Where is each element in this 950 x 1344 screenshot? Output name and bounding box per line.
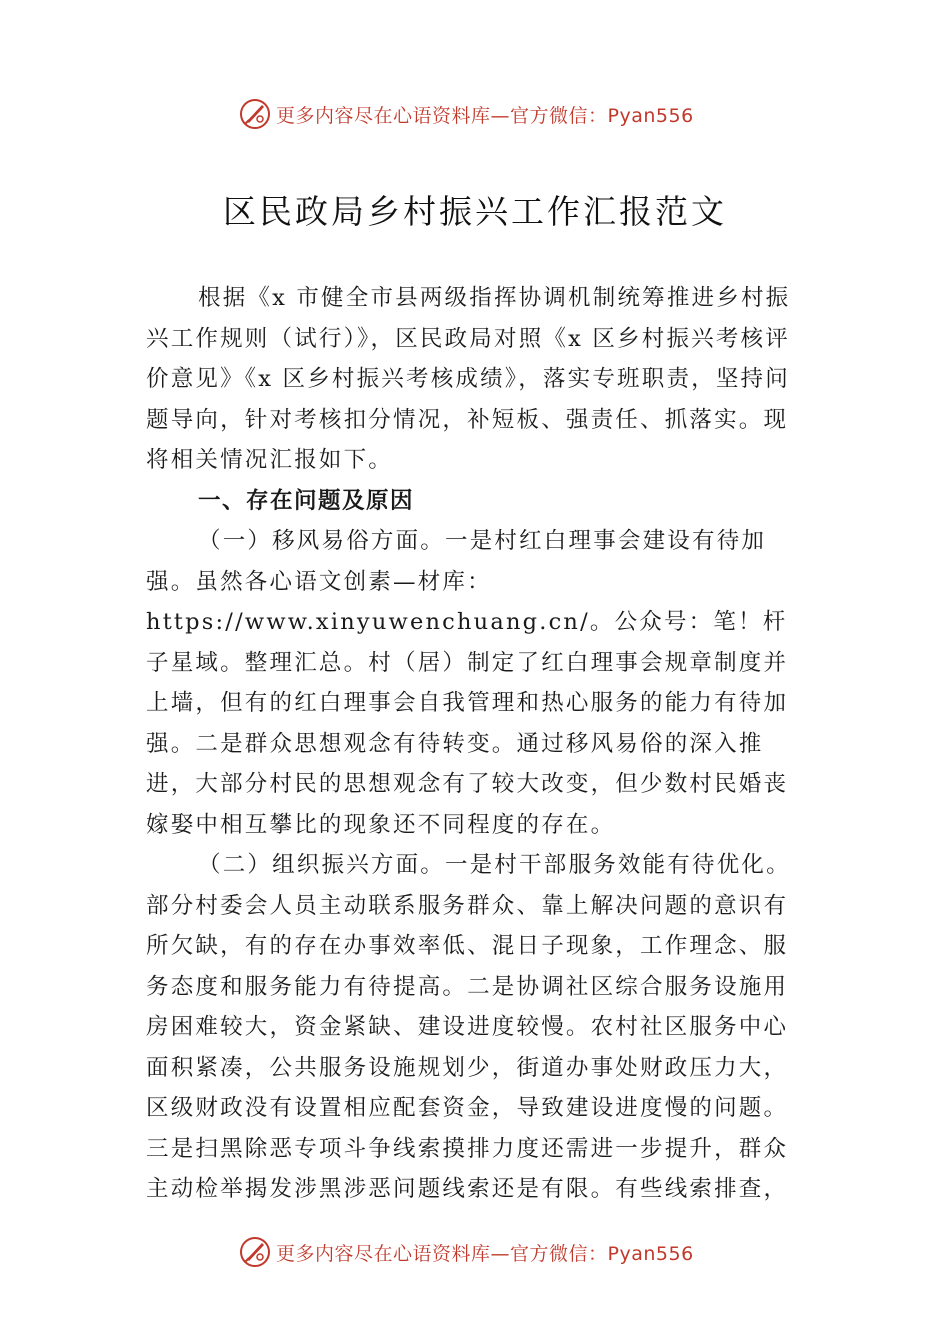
banner-wechat-label: 官方微信： [510, 104, 608, 127]
banner-separator: — [490, 1242, 511, 1265]
document-body [146, 278, 812, 1210]
banner-wechat-label: 官方微信： [510, 1242, 608, 1265]
banner-wechat-code: Pyan556 [607, 104, 694, 127]
banner-main-text: 更多内容尽在心语资料库 [276, 1242, 491, 1265]
banner-main-text: 更多内容尽在心语资料库 [276, 104, 491, 127]
banner-separator: — [490, 104, 511, 127]
banner-wechat-code: Pyan556 [607, 1242, 694, 1265]
quill-seal-logo-icon [238, 1235, 272, 1269]
quill-seal-logo-icon [238, 97, 272, 131]
banner-text [276, 101, 694, 128]
intro-paragraph: 根据《x 市健全市县两级指挥协调机制统筹推进乡村振兴工作规则（试行）》，区民政局对照《x 区乡村振兴考核评价意见》《x 区乡村振兴考核成绩》，落实专班职责，坚持问题导向，针对考核扣分情况，补短板、强责任、抓落实。现将相关情况汇报如下。 [146, 285, 791, 473]
paragraph-organization: （二）组织振兴方面。一是村干部服务效能有待优化。部分村委会人员主动联系服务群众、靠上解决问题的意识有所欠缺，有的存在办事效率低、混日子现象，工作理念、服务态度和服务能力有待提高。二是协调社区综合服务设施用房困难较大，资金紧缺、建设进度较慢。农村社区服务中心面积紧凑，公共服务设施规划少，街道办事处财政压力大， 区级财政没有设置相应配套资金，导致建设进度慢的问题。 三是扫黑除恶专项斗争线索摸排力度还需进一步提升，群众主动检举揭发涉黑涉恶问题线索还是有限。有些线索排查， [146, 852, 791, 1202]
document-title: 区民政局乡村振兴工作汇报范文 [223, 192, 727, 231]
header-watermark-banner [238, 96, 694, 132]
footer-watermark-banner [238, 1234, 694, 1270]
banner-text [276, 1239, 694, 1266]
section-heading: 一、存在问题及原因 [198, 487, 415, 514]
paragraph-customs: （一）移风易俗方面。一是村红白理事会建设有待加强。虽然各心语文创素—材库：https://www.xinyuwenchuang.cn/。公众号：笔！杆子星域。整理汇总。村（居）制定了红白理事会规章制度并上墙，但有的红白理事会自我管理和热心服务的能力有待加强。二是群众思想观念有待转变。通过移风易俗的深入推进，大部分村民的思想观念有了较大改变，但少数村民婚丧嫁娶中相互攀比的现象还不同程度的存在。 [146, 528, 789, 838]
